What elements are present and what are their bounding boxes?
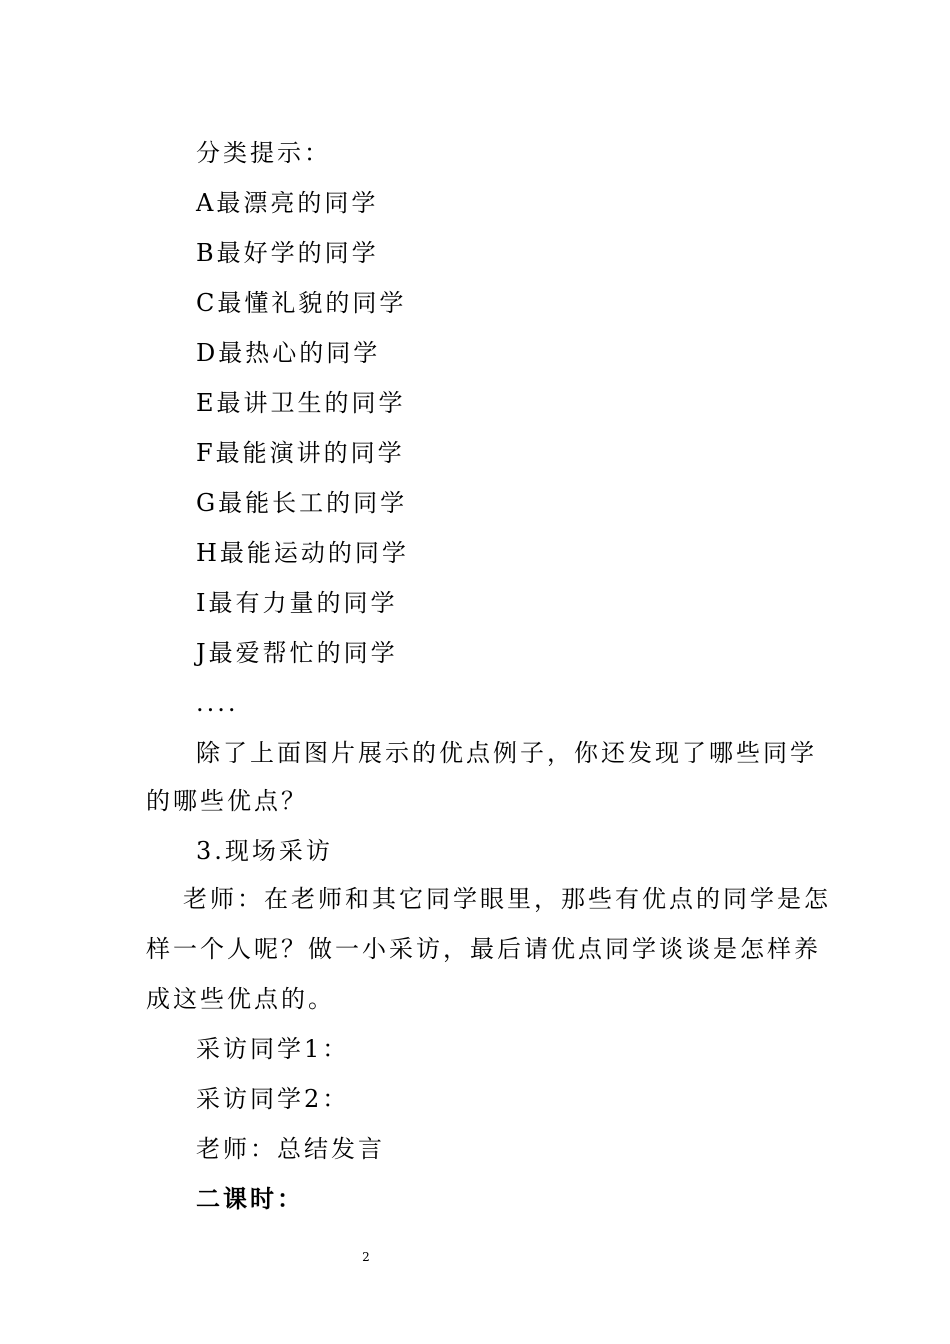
category-item-e: E最讲卫生的同学	[196, 389, 406, 417]
category-item-j: J最爱帮忙的同学	[196, 639, 398, 667]
category-hint-heading: 分类提示：	[196, 139, 331, 167]
teacher-paragraph-line-2: 样一个人呢？做一小采访，最后请优点同学谈谈是怎样养	[146, 935, 821, 963]
category-item-f: F最能演讲的同学	[196, 439, 405, 467]
interview-student-2: 采访同学2：	[196, 1085, 350, 1113]
section-title: 3.现场采访	[196, 837, 333, 865]
interview-student-1: 采访同学1：	[196, 1035, 350, 1063]
lesson-heading: 二课时：	[196, 1184, 304, 1213]
category-item-i: I最有力量的同学	[196, 589, 398, 617]
teacher-summary: 老师：总结发言	[196, 1135, 385, 1163]
category-item-a: A最漂亮的同学	[196, 189, 379, 217]
question-paragraph-line-2: 的哪些优点？	[146, 787, 308, 815]
teacher-paragraph-line-1: 老师：在老师和其它同学眼里，那些有优点的同学是怎	[183, 885, 831, 913]
teacher-paragraph-line-3: 成这些优点的。	[146, 985, 335, 1013]
category-item-c: C最懂礼貌的同学	[196, 289, 407, 317]
question-paragraph-line-1: 除了上面图片展示的优点例子，你还发现了哪些同学	[196, 739, 817, 767]
ellipsis: ....	[196, 689, 239, 717]
category-item-b: B最好学的同学	[196, 239, 379, 267]
page-number: 2	[362, 1250, 370, 1264]
category-item-g: G最能长工的同学	[196, 489, 408, 517]
category-item-h: H最能运动的同学	[196, 539, 409, 567]
category-item-d: D最热心的同学	[196, 339, 381, 367]
